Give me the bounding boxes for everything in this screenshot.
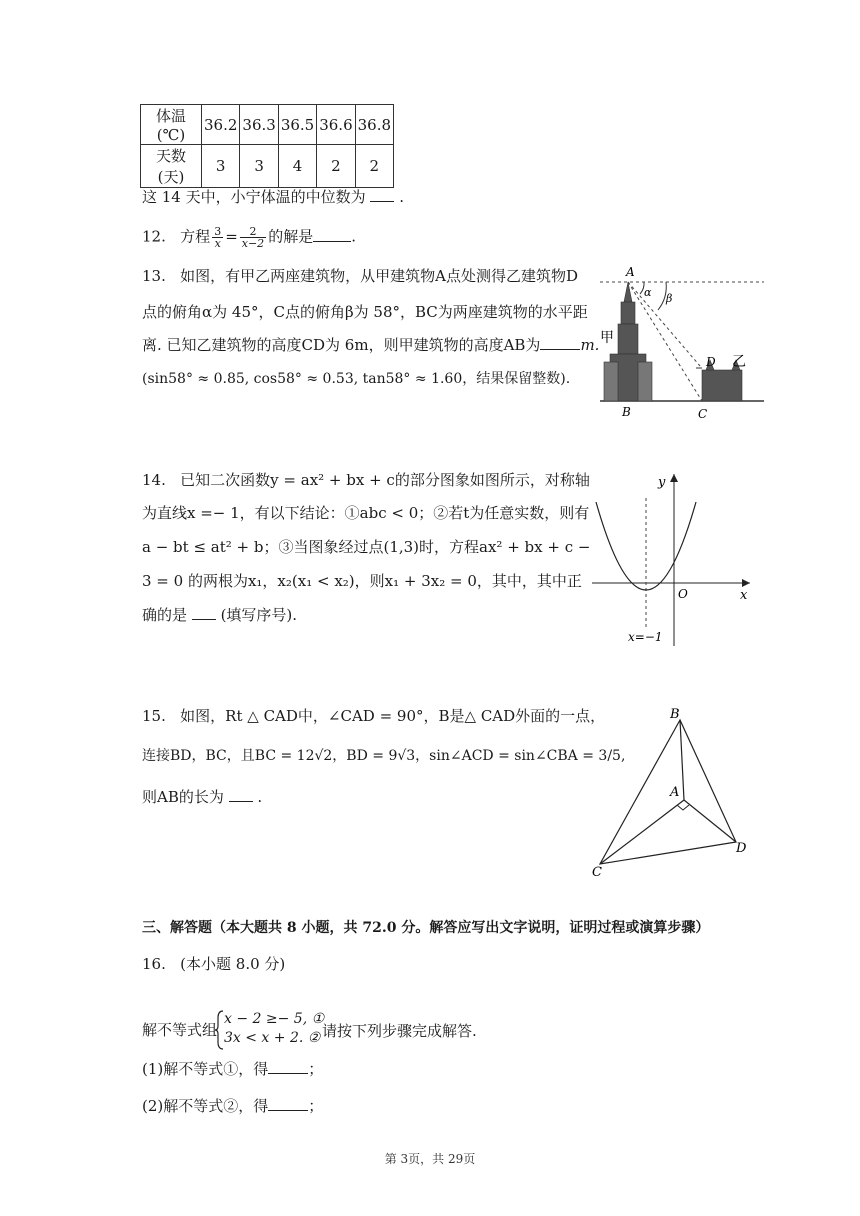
q14-line-1: 14. 已知二次函数y = ax² + bx + c的部分图象如图所示，对称轴: [142, 471, 590, 489]
triangle-figure: [586, 704, 756, 880]
fraction: $\frac{3}{x}$: [214, 225, 222, 250]
q14-line-4: 3 = 0 的两根为x₁，x₂(x₁ < x₂)，则x₁ + 3x₂ = 0，其中，其中正: [142, 572, 582, 590]
q15-line-1: 15. 如图，Rt △ CAD中，∠CAD = 90°，B是△ CAD外面的一点，: [142, 707, 606, 725]
q15-line-3: 则AB的长为 .: [142, 788, 263, 806]
q14-line-5: 确的是 (填写序号).: [142, 606, 298, 624]
fraction: $\frac{2}{x-2}$: [241, 225, 265, 250]
answer-blank[interactable]: [229, 787, 253, 802]
inequality-1: x − 2 ≥− 5, ①: [224, 1011, 325, 1027]
label-c: C: [592, 865, 602, 880]
y-axis-label: y: [658, 475, 666, 490]
q13-line-1: 13. 如图，有甲乙两座建筑物，从甲建筑物A点处测得乙建筑物D: [142, 267, 579, 285]
q16-instruction: 请按下列步骤完成解答.: [322, 1022, 477, 1040]
table-cell: 天数(天): [141, 145, 202, 188]
table-cell: 3: [202, 145, 240, 188]
answer-blank[interactable]: [268, 1096, 308, 1111]
table-cell: 2: [317, 145, 355, 188]
table-cell: 36.2: [202, 105, 240, 145]
q11-text: 这 14 天中，小宁体温的中位数为 .: [142, 188, 404, 206]
label-d: D: [736, 841, 747, 856]
label-jia: 甲: [600, 330, 614, 346]
table-cell: 36.3: [240, 105, 278, 145]
parabola-figure: [590, 468, 755, 648]
table-cell: 36.6: [317, 105, 355, 145]
table-cell: 2: [355, 145, 393, 188]
table-cell: 36.5: [278, 105, 316, 145]
table-row: [141, 105, 394, 145]
label-beta: β: [666, 292, 673, 305]
x-axis-label: x: [740, 588, 748, 603]
label-a: A: [626, 265, 635, 279]
q14-line-3: a − bt ≤ at² + b；③当图象经过点(1,3)时，方程ax² + bx + c −: [142, 538, 591, 556]
label-a: A: [670, 785, 680, 800]
q13-line-3: 离. 已知乙建筑物的高度CD为 6m，则甲建筑物的高度AB为 m.: [142, 336, 600, 354]
q13-line-4: (sin58° ≈ 0.85, cos58° ≈ 0.53, tan58° ≈ 1.60，结果保留整数).: [142, 371, 571, 387]
answer-blank[interactable]: [313, 227, 351, 242]
label-b: B: [670, 707, 680, 722]
q16-step2: (2)解不等式②，得 ；: [142, 1097, 324, 1115]
q12-text: 12. 方程 $\frac{3}{x}$ = $\frac{2}{x-2}$ 的解是 .: [142, 225, 356, 250]
label-c: C: [698, 407, 708, 421]
building-figure: [596, 262, 766, 422]
table-cell: 4: [278, 145, 316, 188]
origin-label: O: [678, 587, 688, 601]
answer-blank[interactable]: [370, 187, 394, 202]
label-b: B: [622, 405, 631, 419]
label-alpha: α: [644, 286, 652, 299]
label-d: D: [706, 355, 716, 369]
brace-icon: [214, 1010, 224, 1050]
answer-blank[interactable]: [192, 605, 216, 620]
q16-lead: 解不等式组: [142, 1021, 218, 1039]
label-yi: 乙: [732, 354, 746, 370]
table-row: [141, 145, 394, 188]
inequality-2: 3x < x + 2. ②: [224, 1030, 321, 1046]
q16-step1: (1)解不等式①，得 ；: [142, 1060, 324, 1078]
answer-blank[interactable]: [540, 335, 580, 350]
page-footer: 第 3页，共 29页: [384, 1152, 476, 1166]
q15-line-2: 连接BD，BC，且BC = 12√2，BD = 9√3，sin∠ACD = sin∠CBA = 3/5,: [142, 748, 626, 764]
section-heading: 三、解答题（本大题共 8 小题，共 72.0 分。解答应写出文字说明，证明过程或演算步骤）: [142, 920, 710, 936]
temperature-table: [140, 104, 394, 188]
table-cell: 3: [240, 145, 278, 188]
q16-header: 16. (本小题 8.0 分): [142, 955, 286, 973]
q13-line-2: 点的俯角α为 45°，C点的俯角β为 58°，BC为两座建筑物的水平距: [142, 303, 588, 321]
q14-line-2: 为直线x =− 1，有以下结论：①abc < 0；②若t为任意实数，则有: [142, 504, 590, 522]
axis-of-symmetry-label: x=−1: [628, 630, 663, 644]
answer-blank[interactable]: [268, 1059, 308, 1074]
table-cell: 36.8: [355, 105, 393, 145]
table-cell: 体温(℃): [141, 105, 202, 145]
